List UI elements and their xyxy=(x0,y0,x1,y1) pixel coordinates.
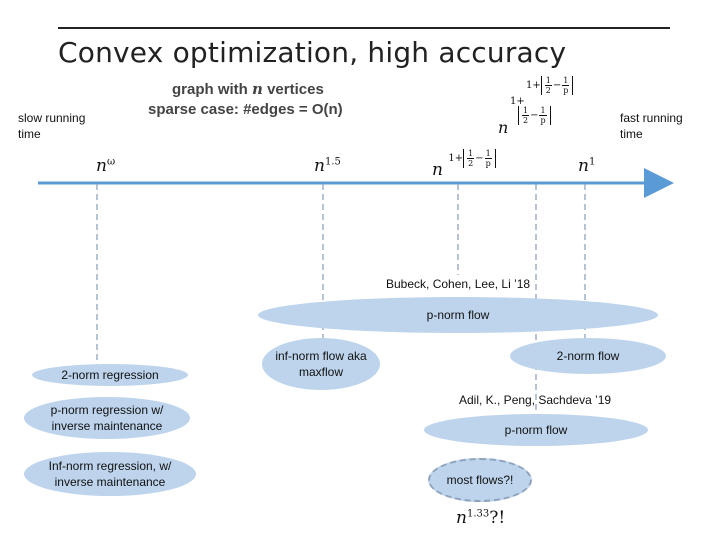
label-n-1-33 xyxy=(456,508,505,528)
n-1-33-exp: 1.33 xyxy=(466,508,490,520)
nested-outer-den2: p xyxy=(540,116,546,125)
ellipse-2-norm-flow: 2-norm flow xyxy=(510,338,666,374)
citation-bclls: Bubeck, Cohen, Lee, Li ’18 xyxy=(386,277,531,291)
nested-num2: 1 xyxy=(563,76,569,85)
nested-den1: 2 xyxy=(545,86,551,95)
fast-running-time-label: fast running time xyxy=(620,111,683,141)
citation-akps: Adil, K., Peng, Sachdeva ’19 xyxy=(459,393,612,407)
ellipse-pnorm-flow-top: p-norm flow xyxy=(258,297,658,333)
graph-note-var: n xyxy=(252,80,263,98)
n-mid-den1: 2 xyxy=(468,159,474,168)
nested-exp-prefix: 1+ xyxy=(510,96,525,107)
ellipse-pnorm-regression: p-norm regression w/ inverse maintenance xyxy=(24,397,190,439)
nested-den2: p xyxy=(563,86,569,95)
nested-inner-prefix: 1+ xyxy=(526,80,541,91)
n-1-exp: 1 xyxy=(588,156,596,168)
ellipse-inf-norm-flow: inf-norm flow aka maxflow xyxy=(262,338,380,390)
n-mid-den2: p xyxy=(485,159,491,168)
graph-note-suffix: vertices xyxy=(262,81,324,98)
n-mid-exp-prefix: 1+ xyxy=(448,153,464,164)
graph-note-prefix: graph with xyxy=(172,81,252,98)
slide-title: Convex optimization, high accuracy xyxy=(58,36,567,69)
n-mid-minus: − xyxy=(475,153,484,164)
nested-num1: 1 xyxy=(545,76,551,85)
ellipse-pnorm-flow-bottom: p-norm flow xyxy=(424,414,648,446)
nested-outer-num1: 1 xyxy=(523,106,529,115)
nested-minus: − xyxy=(552,80,562,91)
nested-outer-minus: − xyxy=(530,110,539,121)
ellipse-2-norm-regression: 2-norm regression xyxy=(32,364,188,386)
n-mid-num1: 1 xyxy=(468,149,474,158)
ellipse-inf-norm-regression: Inf-norm regression, w/ inverse maintenance xyxy=(24,452,196,496)
n-1-base: n xyxy=(578,156,589,176)
nested-outer-den1: 2 xyxy=(523,116,529,125)
ellipse-most-flows: most flows?! xyxy=(428,458,532,502)
slow-running-time-label: slow running time xyxy=(18,111,86,141)
n-1-5-base: n xyxy=(314,156,325,176)
nested-base: n xyxy=(498,118,509,137)
nested-outer-num2: 1 xyxy=(540,106,546,115)
n-1-33-base: n xyxy=(456,508,467,528)
n-mid-base: n xyxy=(432,160,443,180)
n-mid-num2: 1 xyxy=(485,149,491,158)
n-omega-exp: ω xyxy=(106,156,116,168)
graph-note-line2: sparse case: #edges = O(n) xyxy=(148,101,343,118)
n-omega-base: n xyxy=(96,156,107,176)
n-1-33-suffix: ?! xyxy=(489,508,506,528)
n-1-5-exp: 1.5 xyxy=(324,156,341,168)
